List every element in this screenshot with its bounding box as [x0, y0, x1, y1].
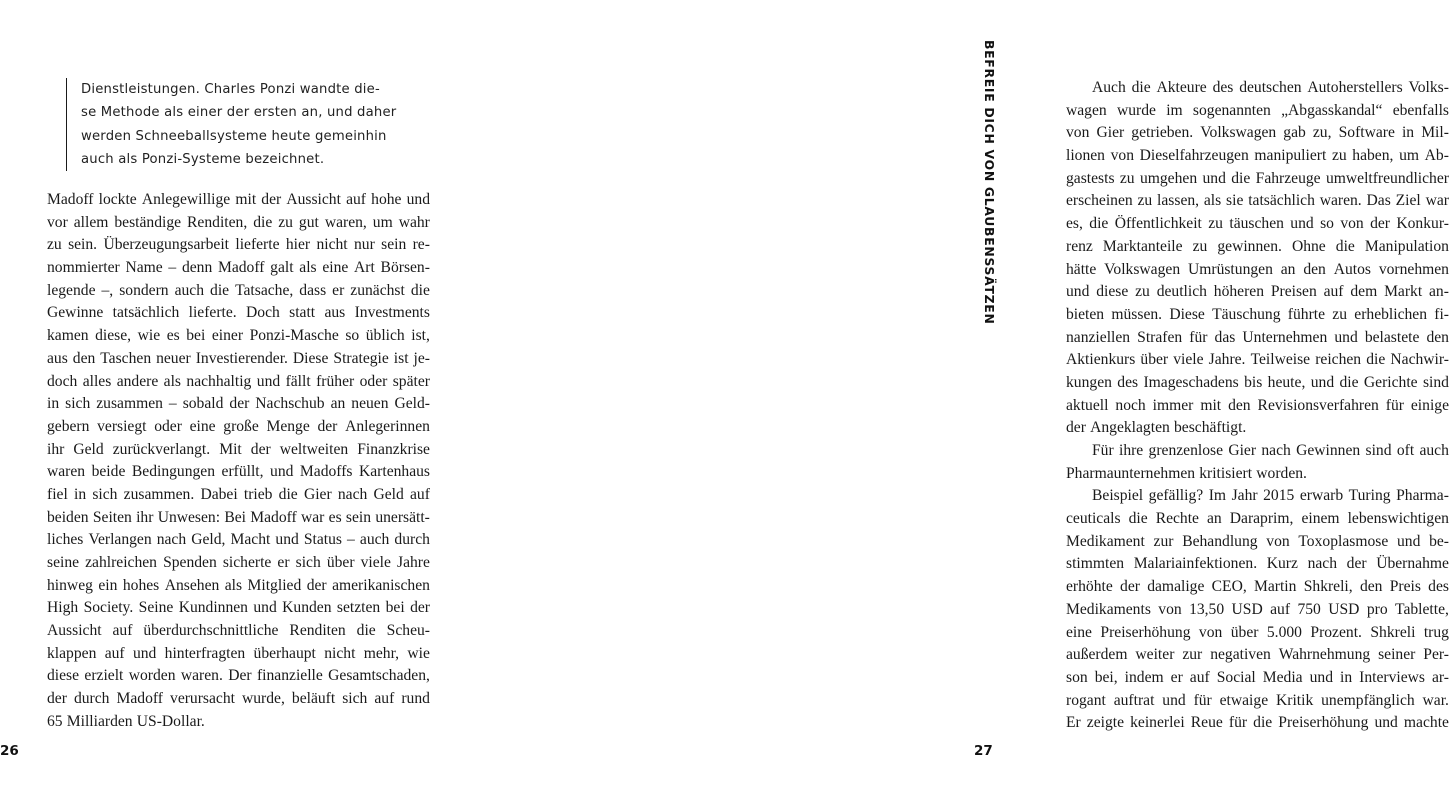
text-line: rogant auftrat und für etwaige Kritik unempfänglich war.	[1066, 691, 1449, 709]
text-line: Madoff lockte Anlegewillige mit der Aussicht auf hohe und	[47, 191, 430, 208]
text-line: son bei, indem er auf Social Media und in Interviews ar-	[1066, 668, 1449, 686]
text-line: gebern versiegt oder eine große Menge der Anlegerinnen	[47, 417, 430, 435]
quote-line: se Methode als einer der ersten an, und daher	[81, 105, 397, 121]
text-line: Gewinne tatsächlich lieferte. Doch statt aus Investments	[47, 304, 430, 322]
left-body-text	[47, 189, 430, 734]
blockquote	[66, 78, 416, 171]
text-line: hätte Volkswagen Umrüstungen an den Autos vornehmen	[1066, 260, 1449, 278]
text-line: vor allem beständige Renditen, die zu gut waren, um wahr	[47, 213, 430, 231]
text-line: nanziellen Strafen für das Unternehmen und belastete den	[1066, 328, 1449, 346]
text-line: und diese zu deutlich höheren Preisen auf dem Markt an-	[1066, 283, 1449, 301]
text-line: ceuticals die Rechte an Daraprim, einem lebenswichtigen	[1066, 510, 1449, 528]
text-line: hinweg ein hohes Ansehen als Mitglied der amerikanischen	[47, 576, 430, 594]
text-line: Aktienkurs über viele Jahre. Teilweise reichen die Nachwir-	[1066, 351, 1449, 369]
text-line: fiel in sich zusammen. Dabei trieb die Gier nach Geld auf	[47, 485, 430, 503]
quote-line: auch als Ponzi-Systeme bezeichnet.	[81, 151, 325, 167]
text-line: Beispiel gefällig? Im Jahr 2015 erwarb Turing Pharma-	[1092, 487, 1449, 505]
text-line: liches Verlangen nach Geld, Macht und Status – auch durch	[47, 531, 430, 549]
text-line: außerdem weiter zur negativen Wahrnehmung seiner Per-	[1066, 646, 1449, 664]
page-number-right: 27	[974, 743, 993, 759]
text-line: waren beide Bedingungen erfüllt, und Madoffs Kartenhaus	[47, 463, 430, 481]
text-line: kungen des Imageschadens bis heute, und die Gerichte sind	[1066, 373, 1449, 391]
text-line: nommierter Name – denn Madoff galt als eine Art Börsen-	[47, 259, 430, 277]
text-line: der durch Madoff verursacht wurde, beläuft sich auf rund	[47, 690, 430, 708]
text-line: High Society. Seine Kundinnen und Kunden setzten bei der	[47, 599, 430, 617]
text-line: der Angeklagten beschäftigt.	[1066, 419, 1247, 437]
text-line: lionen von Dieselfahrzeugen manipuliert zu haben, um Ab-	[1066, 147, 1449, 165]
text-line: renz Marktanteile zu gewinnen. Ohne die Manipulation	[1066, 237, 1449, 255]
page-number-left: 26	[0, 743, 19, 759]
right-page	[500, 0, 1449, 800]
text-line: stimmten Malariainfektionen. Kurz nach der Übernahme	[1066, 555, 1449, 573]
text-line: ihr Geld zurückverlangt. Mit der weltweiten Finanzkrise	[47, 440, 430, 458]
text-line: aktuell noch immer mit den Revisionsverfahren für einige	[1066, 396, 1449, 414]
quote-line: werden Schneeballsysteme heute gemeinhin	[81, 128, 387, 144]
text-line: bieten müssen. Diese Täuschung führte zu erheblichen fi-	[1066, 305, 1449, 323]
text-line: 65 Milliarden US-Dollar.	[47, 712, 205, 730]
text-line: erhöhte der damalige CEO, Martin Shkreli, den Preis des	[1066, 578, 1449, 596]
text-line: diese erzielt worden waren. Der finanzielle Gesamtschaden,	[47, 667, 430, 685]
text-line: seine zahlreichen Spenden sicherte er sich über viele Jahre	[47, 554, 430, 571]
text-line: Aussicht auf überdurchschnittliche Renditen die Scheu-	[47, 622, 430, 640]
text-line: Pharmaunternehmen kritisiert worden.	[1066, 464, 1307, 482]
text-line: erscheinen zu lassen, als sie tatsächlich waren. Das Ziel war	[1066, 192, 1449, 210]
text-line: in sich zusammen – sobald der Nachschub an neuen Geld-	[47, 395, 430, 413]
text-line: es, die Öffentlichkeit zu täuschen und so von der Konkur-	[1066, 215, 1449, 233]
running-head: BEFREIE DICH VON GLAUBENSSÄTZEN	[982, 40, 997, 325]
text-line: zu sein. Überzeugungsarbeit lieferte hier nicht nur sein re-	[47, 236, 430, 254]
left-page	[0, 0, 500, 800]
quote-line: Dienstleistungen. Charles Ponzi wandte die-	[81, 82, 380, 97]
text-line: wagen wurde im sogenannten „Abgasskandal“ ebenfalls	[1066, 101, 1449, 119]
text-line: eine Preiserhöhung von über 5.000 Prozent. Shkreli trug	[1066, 623, 1449, 641]
text-line: Für ihre grenzenlose Gier nach Gewinnen sind oft auch	[1092, 442, 1449, 459]
text-line: kamen diese, wie es bei einer Ponzi-Masche so üblich ist,	[47, 327, 430, 345]
text-line: gastests zu umgehen und die Fahrzeuge umweltfreundlicher	[1066, 169, 1449, 187]
text-line: beiden Seiten ihr Unwesen: Bei Madoff war es sein unersätt-	[47, 508, 430, 526]
text-line: Er zeigte keinerlei Reue für die Preiserhöhung und machte	[1066, 714, 1449, 732]
text-line: klappen auf und hinterfragten überhaupt nicht mehr, wie	[47, 644, 430, 662]
text-line: Auch die Akteure des deutschen Autoherstellers Volks-	[1092, 79, 1449, 96]
text-line: Medikament zur Behandlung von Toxoplasmose und be-	[1066, 532, 1449, 550]
text-line: legende –, sondern auch die Tatsache, dass er zunächst die	[47, 281, 430, 299]
text-line: von Gier getrieben. Volkswagen gab zu, Software in Mil-	[1066, 124, 1449, 142]
right-body-text	[1066, 77, 1449, 735]
text-line: doch alles andere als nachhaltig und fällt früher oder später	[47, 372, 430, 390]
text-line: Medikaments von 13,50 USD auf 750 USD pro Tablette,	[1066, 600, 1449, 618]
text-line: aus den Taschen neuer Investierender. Diese Strategie ist je-	[47, 349, 430, 367]
